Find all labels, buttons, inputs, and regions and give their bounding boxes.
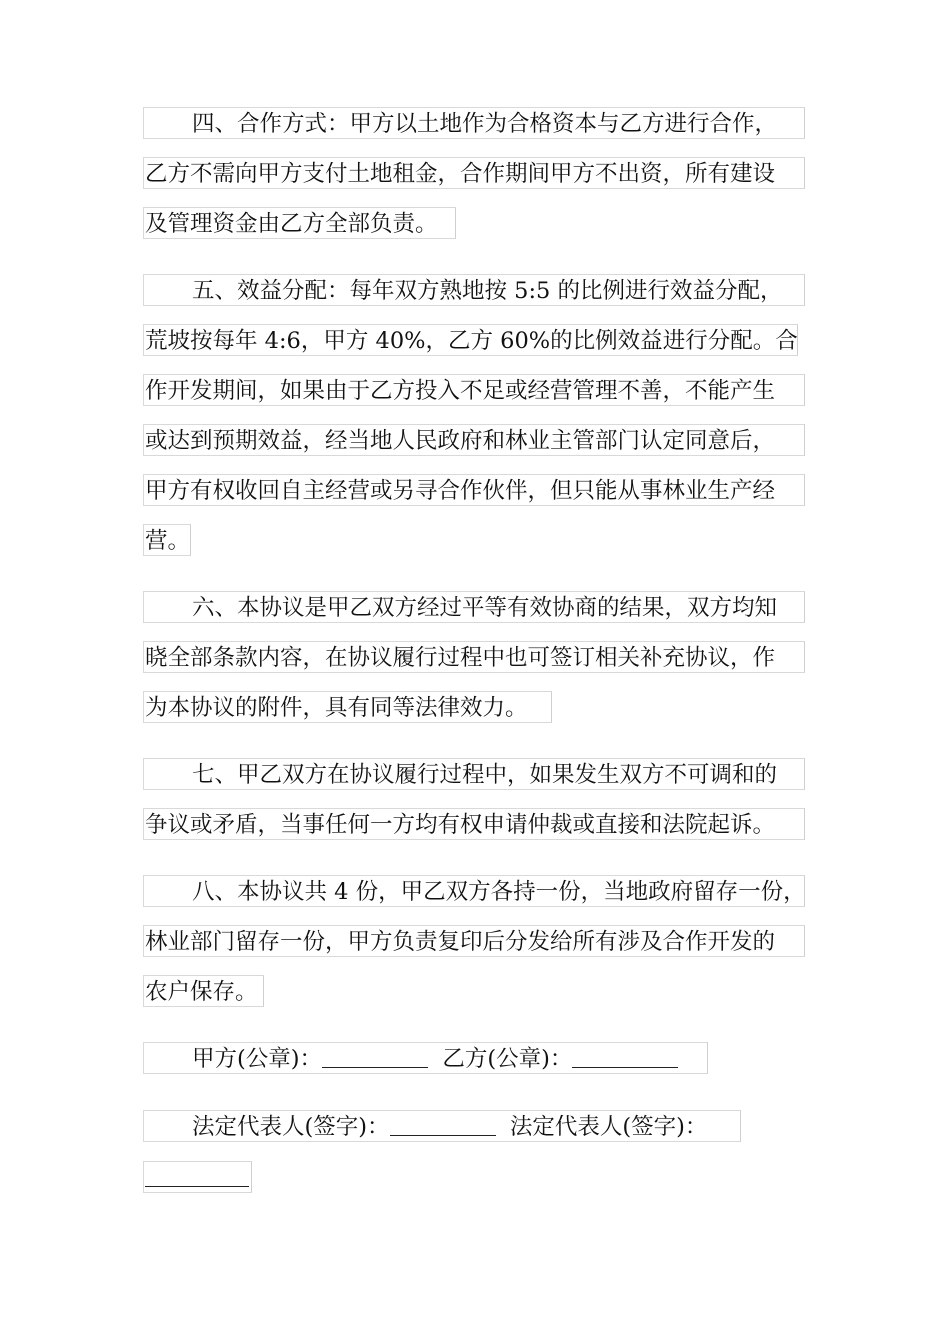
seal-line	[143, 1042, 708, 1074]
clause-line: 六、本协议是甲乙双方经过平等有效协商的结果，双方均知	[143, 591, 805, 623]
rep-b-signature-blank[interactable]	[145, 1164, 249, 1187]
clause-line: 五、效益分配：每年双方熟地按 5:5 的比例进行效益分配，	[143, 274, 805, 306]
rep-b-signature-line	[143, 1161, 252, 1193]
party-b-seal-label: 乙方(公章)：	[442, 1046, 573, 1072]
clause-line: 作开发期间，如果由于乙方投入不足或经营管理不善，不能产生	[143, 374, 805, 406]
party-a-seal-label: 甲方(公章)：	[192, 1046, 323, 1072]
clause-line: 四、合作方式：甲方以土地作为合格资本与乙方进行合作，	[143, 107, 805, 139]
clause-line: 八、本协议共 4 份，甲乙双方各持一份，当地政府留存一份，	[143, 875, 805, 907]
clause-line: 争议或矛盾，当事任何一方均有权申请仲裁或直接和法院起诉。	[143, 808, 805, 840]
clause-line: 荒坡按每年 4:6，甲方 40%，乙方 60%的比例效益进行分配。合	[143, 324, 798, 356]
clause-line: 甲方有权收回自主经营或另寻合作伙伴，但只能从事林业生产经	[143, 474, 805, 506]
clause-line: 或达到预期效益，经当地人民政府和林业主管部门认定同意后，	[143, 424, 805, 456]
clause-line: 及管理资金由乙方全部负责。	[143, 207, 456, 239]
representative-line	[143, 1110, 741, 1142]
clause-line: 乙方不需向甲方支付土地租金，合作期间甲方不出资，所有建设	[143, 157, 805, 189]
clause-line: 为本协议的附件，具有同等法律效力。	[143, 691, 552, 723]
party-b-seal-blank[interactable]	[572, 1045, 678, 1068]
clause-line: 七、甲乙双方在协议履行过程中，如果发生双方不可调和的	[143, 758, 805, 790]
party-a-seal-blank[interactable]	[322, 1045, 428, 1068]
clause-line: 营。	[143, 524, 191, 556]
rep-a-signature-blank[interactable]	[390, 1113, 496, 1136]
clause-line: 晓全部条款内容，在协议履行过程中也可签订相关补充协议，作	[143, 641, 805, 673]
clause-line: 农户保存。	[143, 975, 264, 1007]
clause-line: 林业部门留存一份，甲方负责复印后分发给所有涉及合作开发的	[143, 925, 805, 957]
rep-b-label: 法定代表人(签字)：	[509, 1114, 708, 1140]
rep-a-label: 法定代表人(签字)：	[192, 1114, 390, 1140]
